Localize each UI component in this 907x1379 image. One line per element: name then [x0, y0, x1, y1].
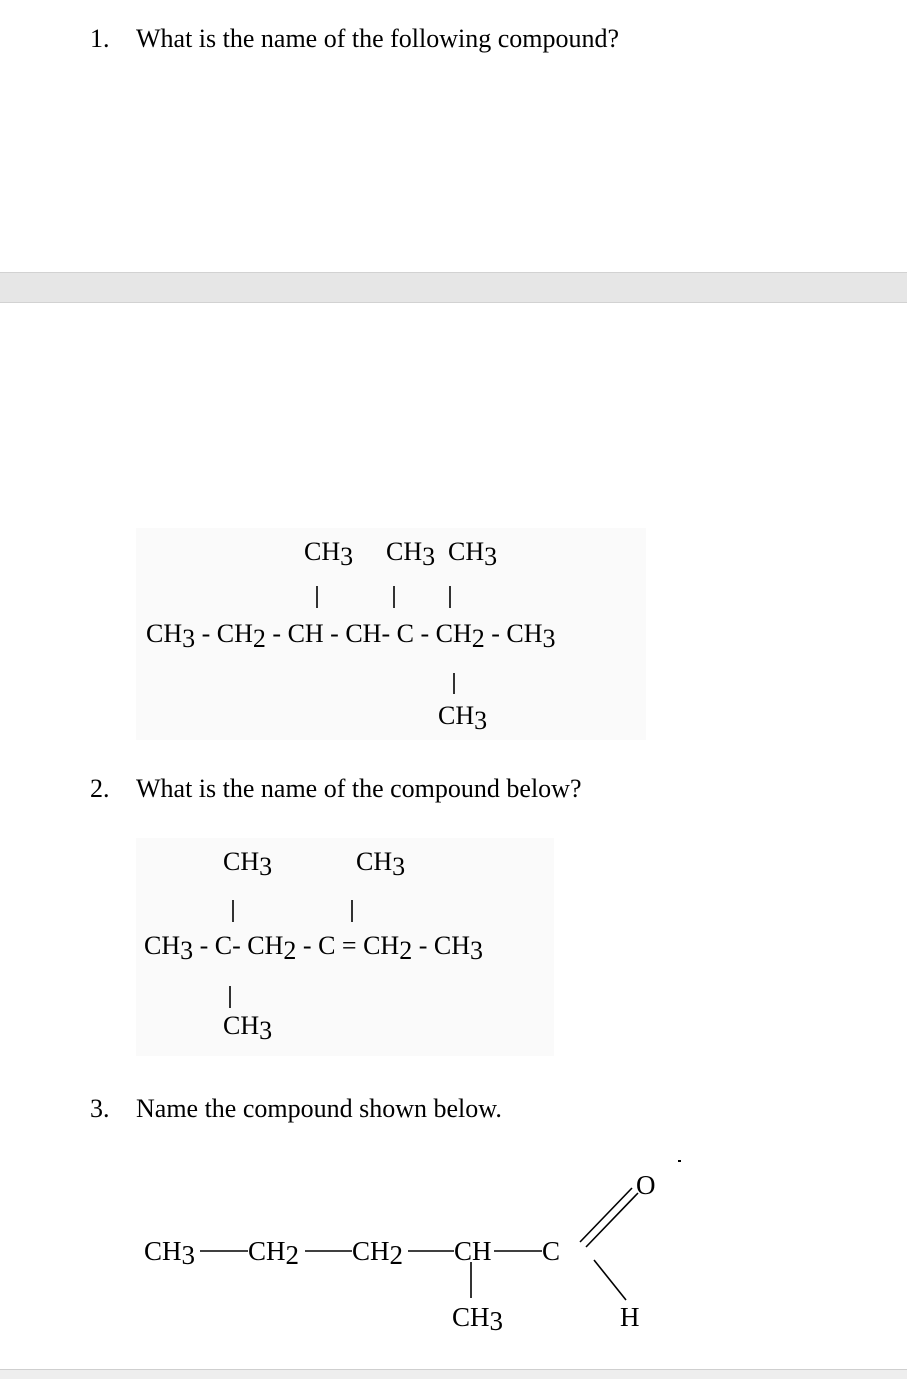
- question-text: Name the compound shown below.: [136, 1094, 502, 1123]
- question-3: [90, 1094, 502, 1124]
- question-text: What is the name of the following compound?: [136, 24, 620, 53]
- hydrogen-atom: H: [620, 1302, 640, 1332]
- structure-2: [136, 838, 554, 1056]
- group-ch2-2: CH2: [352, 1236, 404, 1270]
- question-number: 1.: [90, 24, 110, 53]
- double-bond-a: [580, 1188, 632, 1242]
- group-ch3: CH3: [144, 1236, 196, 1270]
- group-ch: CH: [454, 1236, 492, 1266]
- top-group-2: CH3: [386, 537, 436, 571]
- top-group-1: CH3: [223, 847, 273, 881]
- main-chain-2: CH3 - C- CH2 - C = CH2 - CH3: [144, 931, 483, 965]
- branch-ch3: CH3: [452, 1302, 504, 1336]
- page-footer-bar: [0, 1369, 907, 1379]
- structure-3: [130, 1150, 690, 1350]
- question-2: [90, 774, 581, 804]
- top-group-1: CH3: [304, 537, 354, 571]
- group-ch2-1: CH2: [248, 1236, 300, 1270]
- question-number: 3.: [90, 1094, 110, 1123]
- main-chain-1: CH3 - CH2 - CH - CH- C - CH2 - CH3: [146, 619, 556, 653]
- structure-1: [136, 528, 646, 740]
- bond-h: [594, 1260, 626, 1300]
- bottom-group: CH3: [223, 1011, 273, 1045]
- question-1: [90, 24, 619, 54]
- top-group-2: CH3: [356, 847, 406, 881]
- question-number: 2.: [90, 774, 110, 803]
- bottom-group: CH3: [438, 701, 488, 735]
- double-bond-b: [586, 1193, 638, 1247]
- oxygen-atom: O: [636, 1170, 656, 1200]
- group-c: C: [542, 1236, 561, 1266]
- section-divider: [0, 272, 907, 303]
- question-text: What is the name of the compound below?: [136, 774, 582, 803]
- top-group-3: CH3: [448, 537, 498, 571]
